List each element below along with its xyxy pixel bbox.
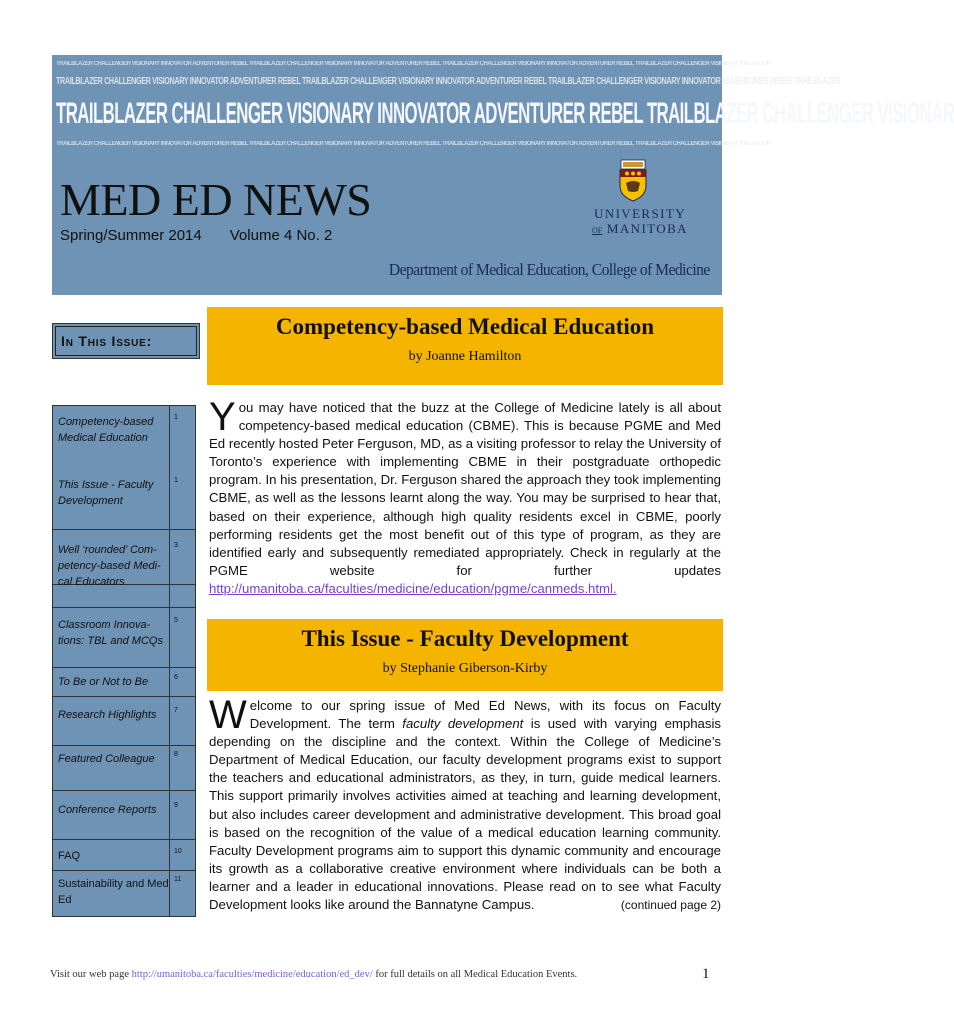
in-this-issue-heading: In This Issue: <box>55 326 197 356</box>
toc-item-label: To Be or Not to Be <box>58 676 149 688</box>
article2-text-2: is used with varying emphasis depending on the discipline and the context. Within the College of Medicine’s Department of Medical Education, our faculty development programs exist to support the teachers and educational administrators, as they, in turn, guide medical learners. This support primarily involves activities aimed at teaching and learning development, but also includes career development and administrative development. This broad goal is based on the recognition of the value of a medical education learning community. Faculty Development programs aim to support this dynamic community and encourage its growth as a collaborative creative environment where individuals can be both a learner and a leader in educational innovations. Please read on to see what Faculty Development looks like around the Bannatyne Campus. <box>209 716 722 913</box>
issue-info <box>60 227 332 244</box>
article2-text-1: elcome to our spring issue of Med Ed News, with its focus on Faculty Development. The term <box>249 698 721 732</box>
ticker-medium: TRAILBLAZER CHALLENGER VISIONARY INNOVATOR ADVENTURER REBEL TRAILBLAZER CHALLENGER VISIONARY INNOVATOR ADVENTURER REBEL TRAILBLAZER CHALLENGER VISIONARY INNOVATOR ADVENTURER REBEL TRAILBLAZER <box>56 76 841 87</box>
toc-item-page: 10 <box>174 848 182 855</box>
pgme-canmeds-link[interactable]: http://umanitoba.ca/faculties/medicine/education/pgme/canmeds.html. <box>209 580 617 596</box>
article1-dropcap: Y <box>209 395 236 439</box>
toc-rule <box>53 607 195 608</box>
article1-byline: by Joanne Hamilton <box>408 349 522 364</box>
page-number: 1 <box>702 966 710 982</box>
footer-events-link[interactable]: http://umanitoba.ca/faculties/medicine/education/ed_dev/ <box>131 969 373 980</box>
table-of-contents <box>52 405 196 917</box>
article2-body <box>209 693 722 914</box>
article1-body <box>209 395 721 598</box>
article2-dropcap: W <box>209 693 247 737</box>
toc-rule <box>53 790 195 791</box>
ticker-small-bottom: TRAILBLAZER CHALLENGER VISIONARY INNOVATOR ADVENTURER REBEL TRAILBLAZER CHALLENGER VISIONARY INNOVATOR ADVENTURER REBEL TRAILBLAZER CHALLENGER VISIONARY INNOVATOR ADVENTURER REBEL TRAILBLAZER CHALLENGER VISIONARY INNOVATOR <box>56 141 771 147</box>
university-crest-icon <box>617 158 649 202</box>
toc-item-page: 6 <box>174 674 178 681</box>
toc-item-label: Well ‘rounded’ Com-petency-based Medi-cal Educators <box>58 544 161 588</box>
article1-header <box>207 307 723 385</box>
article2-title: This Issue - Faculty Development <box>301 626 629 651</box>
toc-rule <box>53 696 195 697</box>
toc-item-label: Conference Reports <box>58 804 157 816</box>
university-manitoba: MANITOBA <box>606 221 688 236</box>
toc-item-label: FAQ <box>58 850 81 862</box>
university-line-1: UNIVERSITY <box>594 206 686 221</box>
footer <box>50 969 577 980</box>
footer-text-after: for full details on all Medical Education Events. <box>372 969 578 980</box>
toc-item-page: 3 <box>174 542 178 549</box>
toc-item-label: Research Highlights <box>58 709 157 721</box>
issue-season: Spring/Summer 2014 <box>60 227 202 244</box>
university-of: OF <box>592 226 603 235</box>
continued-note[interactable]: (continued page 2) <box>620 898 721 913</box>
ticker-small-top: TRAILBLAZER CHALLENGER VISIONARY INNOVATOR ADVENTURER REBEL TRAILBLAZER CHALLENGER VISIONARY INNOVATOR ADVENTURER REBEL TRAILBLAZER CHALLENGER VISIONARY INNOVATOR ADVENTURER REBEL TRAILBLAZER CHALLENGER VISIONARY INNOVATOR <box>56 61 771 67</box>
newsletter-title: MED ED NEWS <box>60 174 372 225</box>
university-wordmark <box>590 206 690 238</box>
toc-item-page: 7 <box>174 707 178 714</box>
issue-volume: Volume 4 No. 2 <box>229 227 333 244</box>
article2-header <box>207 619 723 691</box>
masthead-word-banner <box>56 59 954 159</box>
toc-item-page: 11 <box>174 876 182 883</box>
article1-text: ou may have noticed that the buzz at the College of Medicine lately is all about competency-based medical education (CBME). This is because PGME and Med Ed recently hosted Peter Ferguson, MD, as a visiting professor to relay the University of Toronto’s experience with implementing CBME in their postgraduate orthopedic program. In his presentation, Dr. Ferguson shared the approach they took implementing CBME, as well as the lessons learnt along the way. You may be surprised to hear that, based on their experience, although high quality residents excel in CBME, poorly performing residents get the most benefit out of this type of program, as they are identified early and subsequently remediated appropriately. Check in regularly at the PGME website for further updates <box>209 400 721 578</box>
department-name: Department of Medical Education, College of Medicine <box>389 260 710 279</box>
toc-rule <box>53 870 195 871</box>
toc-item-page: 8 <box>174 751 178 758</box>
toc-rule <box>53 667 195 668</box>
toc-item-label: Sustainability and Med Ed <box>58 878 169 906</box>
toc-item-page: 1 <box>174 477 178 484</box>
article2-emphasis: faculty development <box>402 716 524 732</box>
toc-item-label: Classroom Innova-tions: TBL and MCQs <box>58 619 163 647</box>
masthead <box>52 55 954 295</box>
toc-item-label: Competency-based Medical Education <box>58 416 154 444</box>
toc-item-page: 9 <box>174 802 178 809</box>
toc-item-page: 5 <box>174 617 178 624</box>
article2-byline: by Stephanie Giberson-Kirby <box>382 661 548 676</box>
footer-text-before: Visit our web page <box>50 969 132 980</box>
toc-item-page: 1 <box>174 414 178 421</box>
toc-rule <box>53 745 195 746</box>
toc-rule <box>53 839 195 840</box>
article1-title: Competency-based Medical Education <box>275 314 655 339</box>
university-line-2 <box>590 221 690 238</box>
in-this-issue-box <box>52 323 200 359</box>
ticker-large: TRAILBLAZER CHALLENGER VISIONARY INNOVATOR ADVENTURER REBEL TRAILBLAZER CHALLENGER VISIONAR <box>56 97 954 130</box>
toc-rule <box>53 529 195 530</box>
toc-item-label: This Issue - Faculty Development <box>58 479 154 507</box>
toc-item-label: Featured Colleague <box>58 753 155 765</box>
